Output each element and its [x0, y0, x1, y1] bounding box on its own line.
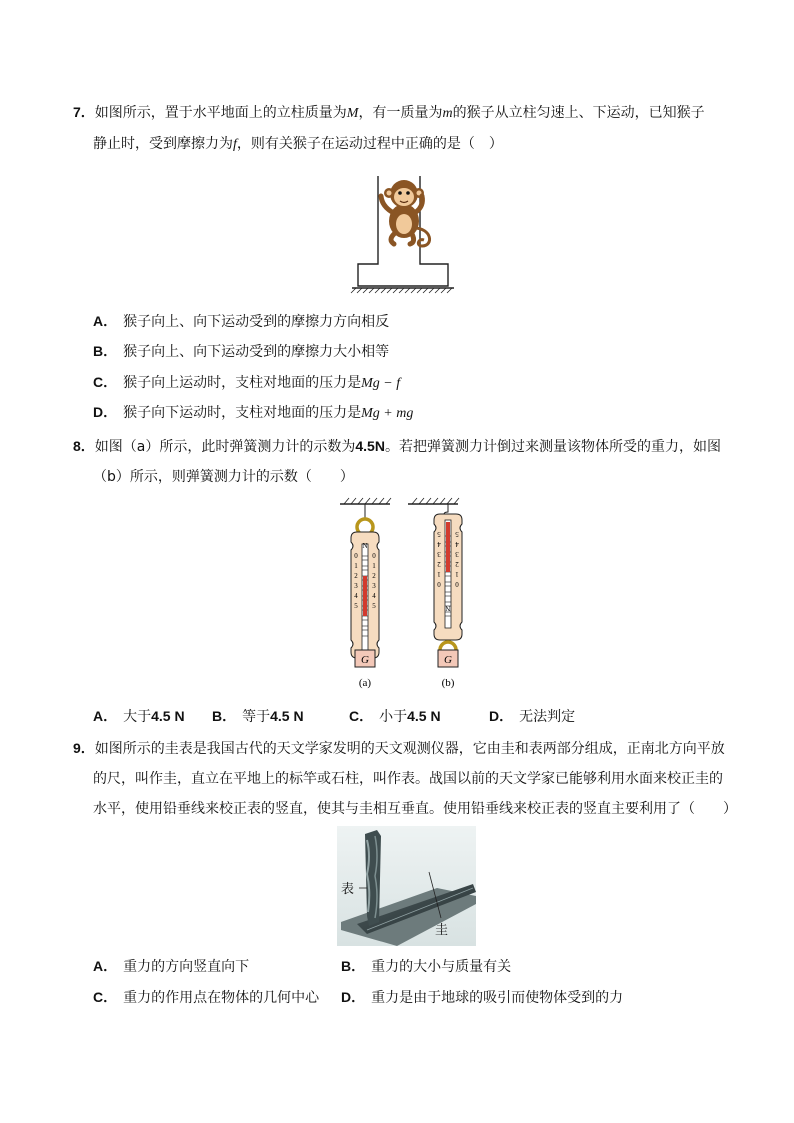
svg-text:5: 5	[372, 602, 376, 610]
q8-option-a[interactable]: A． 大于4.5 N	[93, 708, 185, 725]
question-8-stem: 8．如图（a）所示，此时弹簧测力计的示数为4.5N。若把弹簧测力计倒过来测量该物体所受的重力，如图 （b）所示，则弹簧测力计的示数（ ）	[73, 438, 721, 485]
variable-f: f	[233, 137, 237, 152]
question-number: 7．	[73, 104, 95, 120]
svg-text:0: 0	[455, 580, 459, 588]
formula: Mg + mg	[361, 406, 414, 421]
variable-m: m	[442, 106, 453, 121]
q7-option-d[interactable]: D． 猴子向下运动时，支柱对地面的压力是Mg + mg	[93, 404, 414, 421]
label-b: (b)	[441, 677, 455, 689]
question-7-stem: 7．如图所示，置于水平地面上的立柱质量为M，有一质量为m的猴子从立柱匀速上、下运动，已知猴子 静止时，受到摩擦力为f，则有关猴子在运动过程中正确的是（ ）	[73, 104, 705, 152]
label-gui: 圭	[435, 923, 449, 938]
svg-text:5: 5	[354, 602, 358, 610]
svg-text:N: N	[445, 604, 451, 612]
svg-text:1: 1	[437, 570, 441, 578]
q9-option-b[interactable]: B． 重力的大小与质量有关	[341, 958, 512, 975]
monkey-pole-figure	[348, 166, 458, 294]
svg-text:3: 3	[437, 550, 441, 558]
label-a: (a)	[358, 677, 372, 689]
q8-option-c[interactable]: C． 小于4.5 N	[349, 708, 441, 725]
svg-text:5: 5	[455, 530, 459, 538]
spring-scale-figure	[334, 494, 464, 694]
question-number: 8．	[73, 438, 95, 454]
svg-text:0: 0	[354, 552, 358, 560]
variable-M: M	[346, 106, 359, 121]
svg-text:2: 2	[437, 560, 441, 568]
weight-G: G	[444, 654, 452, 666]
svg-text:3: 3	[455, 550, 459, 558]
svg-text:5: 5	[437, 530, 441, 538]
q7-option-b[interactable]: B． 猴子向上、向下运动受到的摩擦力大小相等	[93, 343, 390, 360]
q9-option-c[interactable]: C． 重力的作用点在物体的几何中心	[93, 989, 320, 1006]
svg-text:4: 4	[354, 592, 358, 600]
svg-text:2: 2	[455, 560, 459, 568]
svg-text:4: 4	[437, 540, 441, 548]
q8-option-d[interactable]: D． 无法判定	[489, 708, 576, 725]
formula: Mg − f	[361, 376, 401, 391]
spring-scale-a	[340, 498, 391, 689]
svg-text:0: 0	[372, 552, 376, 560]
spring-scale-b	[408, 498, 462, 689]
reading-value: 4.5N	[355, 438, 385, 454]
weight-G: G	[361, 654, 369, 666]
q8-option-b[interactable]: B． 等于4.5 N	[212, 708, 304, 725]
q9-option-d[interactable]: D． 重力是由于地球的吸引而使物体受到的力	[341, 989, 624, 1006]
svg-text:1: 1	[354, 562, 358, 570]
q9-option-a[interactable]: A． 重力的方向竖直向下	[93, 958, 250, 975]
label-biao: 表	[341, 882, 355, 897]
svg-text:2: 2	[354, 572, 358, 580]
question-number: 9．	[73, 740, 95, 756]
svg-text:2: 2	[372, 572, 376, 580]
svg-text:1: 1	[455, 570, 459, 578]
svg-text:0: 0	[437, 580, 441, 588]
guibiao-photo	[337, 826, 476, 946]
svg-text:4: 4	[372, 592, 376, 600]
svg-text:3: 3	[354, 582, 358, 590]
scale-unit: N	[362, 542, 368, 550]
question-9-stem: 9．如图所示的圭表是我国古代的天文学家发明的天文观测仪器，它由圭和表两部分组成，正南北方向平放 的尺，叫作圭，直立在平地上的标竿或石柱，叫作表。战国以前的天文学家已能够利用水面来校正圭的 水平，使用铅垂线来校正表的竖直，使其与圭相互垂直。使用铅垂线来校正表的竖直主要利用了（ ）	[73, 740, 737, 817]
svg-text:3: 3	[372, 582, 376, 590]
svg-text:1: 1	[372, 562, 376, 570]
svg-text:4: 4	[455, 540, 459, 548]
monkey-icon	[381, 180, 430, 246]
q7-option-c[interactable]: C． 猴子向上运动时，支柱对地面的压力是Mg − f	[93, 374, 401, 391]
q7-option-a[interactable]: A． 猴子向上、向下运动受到的摩擦力方向相反	[93, 313, 390, 330]
